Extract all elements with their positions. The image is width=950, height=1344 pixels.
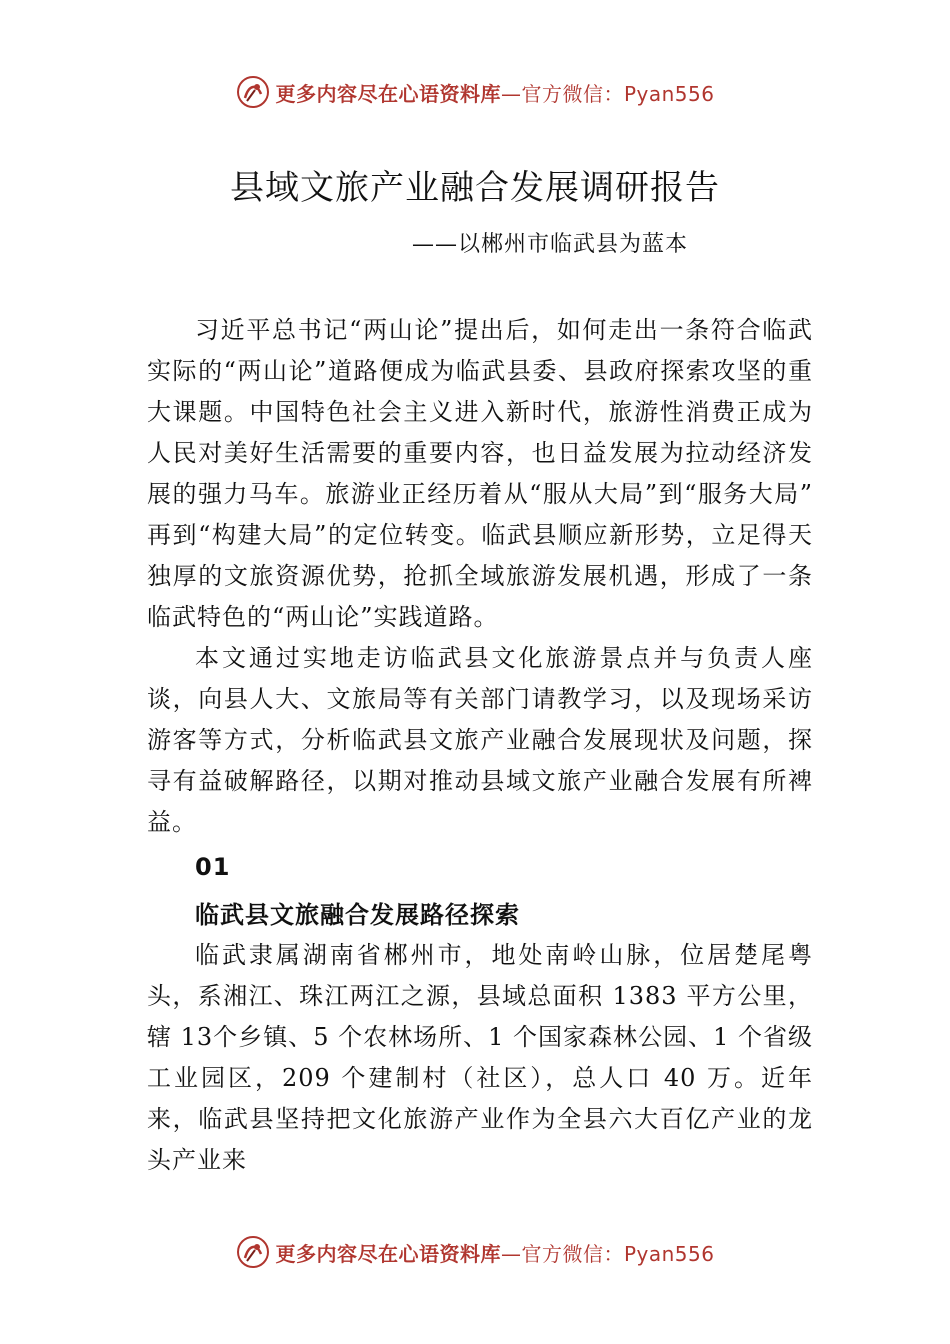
page-subtitle: ——以郴州市临武县为蓝本 [411,232,688,257]
page-title: 县域文旅产业融合发展调研报告 [230,168,720,208]
banner-wechat-text: 官方微信：Pyan556 [521,81,715,106]
brand-logo-icon [235,74,271,110]
header-banner [0,72,950,112]
footer-banner [0,1232,950,1272]
body-paragraph: 临武隶属湖南省郴州市，地处南岭山脉，位居楚尾粤头，系湘江、珠江两江之源，县域总面积 1383 平方公里，辖 13个乡镇、5 个农林场所、1 个国家森林公园、1 个省级工业园区，209 个建制村（社区），总人口 40 万。近年来，临武县坚持把文化旅游产业作为全县六大百亿产业的龙头产业来 [147,941,813,1174]
document-body [147,310,813,1181]
body-paragraph: 习近平总书记“两山论”提出后，如何走出一条符合临武实际的“两山论”道路便成为临武县委、县政府探索攻坚的重大课题。中国特色社会主义进入新时代，旅游性消费正成为 人民对美好生活需要的重要内容，也日益发展为拉动经济发展的强力马车。旅游业正经历着从“服从大局”到“服务大局” 再到“构建大局”的定位转变。临武县顺应新形势，立足得天独厚的文旅资源优势，抢抓全域旅游发展机遇，形成了一条临武特色的“两山论”实践道路。 [147,316,813,631]
banner-text [275,1238,714,1267]
section-number: 01 [195,853,231,881]
banner-dash: — [500,1241,522,1266]
banner-wechat-text: 官方微信：Pyan556 [521,1241,715,1266]
banner-dash: — [500,81,522,106]
banner-main-text: 更多内容尽在心语资料库 [275,81,501,106]
banner-text [275,78,714,107]
banner-main-text: 更多内容尽在心语资料库 [275,1241,501,1266]
section-heading: 临武县文旅融合发展路径探索 [195,900,520,929]
body-paragraph: 本文通过实地走访临武县文化旅游景点并与负责人座谈，向县人大、文旅局等有关部门请教学习，以及现场采访游客等方式，分析临武县文旅产业融合发展现状及问题，探寻有益破解路径，以期对推动县域文旅产业融合发展有所裨益。 [147,644,813,836]
brand-logo-icon [235,1234,271,1270]
